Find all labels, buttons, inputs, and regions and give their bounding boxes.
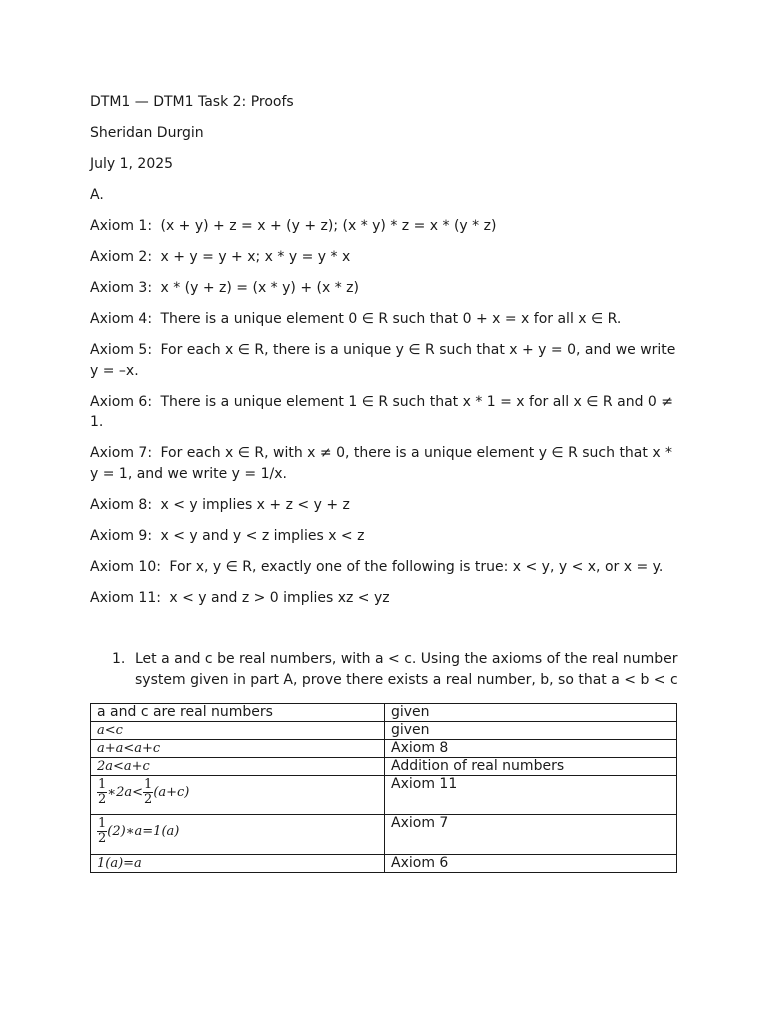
fraction-numerator: 1 xyxy=(98,816,107,831)
expression-part: (a+c) xyxy=(153,785,190,800)
table-row xyxy=(91,722,677,740)
axiom-2 xyxy=(90,247,680,268)
statement-cell xyxy=(91,815,385,855)
axiom-3 xyxy=(90,278,680,299)
fraction-denominator: 2 xyxy=(98,792,107,807)
statement-cell: 1(a)=a xyxy=(91,855,385,873)
axiom-text: x < y and z > 0 implies xz < yz xyxy=(169,589,390,606)
table-row xyxy=(91,776,677,815)
axiom-text: For x, y ∈ R, exactly one of the following is true: x < y, y < x, or x = y. xyxy=(169,558,664,575)
table-row xyxy=(91,740,677,758)
question-number: 1. xyxy=(112,651,126,667)
fraction-numerator: 1 xyxy=(144,777,153,792)
author-name: Sheridan Durgin xyxy=(90,125,204,141)
axiom-11 xyxy=(90,588,680,609)
axiom-1 xyxy=(90,216,680,237)
axiom-text: (x + y) + z = x + (y + z); (x * y) * z = x * (y * z) xyxy=(160,218,497,234)
axiom-label: Axiom 10: xyxy=(90,558,161,575)
fraction xyxy=(97,817,107,846)
axiom-label: Axiom 7: xyxy=(90,445,153,461)
axiom-label: Axiom 6: xyxy=(90,393,153,410)
axiom-label: Axiom 9: xyxy=(90,527,153,544)
proof-table xyxy=(90,703,677,873)
reason-cell: Addition of real numbers xyxy=(385,758,677,776)
doc-title: DTM1 — DTM1 Task 2: Proofs xyxy=(90,94,294,110)
statement-cell xyxy=(91,776,385,815)
axiom-text: x < y implies x + z < y + z xyxy=(160,496,350,513)
axiom-label: Axiom 8: xyxy=(90,496,153,513)
axiom-6 xyxy=(90,392,680,433)
fraction-denominator: 2 xyxy=(98,831,107,846)
question-item xyxy=(90,649,680,690)
axiom-7 xyxy=(90,443,680,484)
axiom-label: Axiom 3: xyxy=(90,280,153,296)
table-row xyxy=(91,815,677,855)
axiom-label: Axiom 11: xyxy=(90,589,161,606)
axiom-text: x < y and y < z implies x < z xyxy=(160,527,365,544)
expression-part: (2)∗a=1(a) xyxy=(107,824,180,839)
table-row xyxy=(91,704,677,722)
axiom-9 xyxy=(90,526,680,547)
table-row xyxy=(91,855,677,873)
fraction-denominator: 2 xyxy=(144,792,153,807)
fraction xyxy=(143,778,153,807)
axiom-label: Axiom 2: xyxy=(90,249,153,265)
axiom-8 xyxy=(90,495,680,516)
reason-cell: Axiom 8 xyxy=(385,740,677,758)
fraction-numerator: 1 xyxy=(98,777,107,792)
axiom-label: Axiom 5: xyxy=(90,342,153,358)
axiom-text: For each x ∈ R, there is a unique y ∈ R such that x + y = 0, and we write y = –x. xyxy=(90,342,676,379)
question-text: Let a and c be real numbers, with a < c. Using the axioms of the real number system given in part A, prove there exists a real number, b, so that a < b < c xyxy=(135,651,678,688)
reason-cell: Axiom 6 xyxy=(385,855,677,873)
reason-cell: Axiom 7 xyxy=(385,815,677,855)
statement-cell: a+a<a+c xyxy=(91,740,385,758)
axiom-text: There is a unique element 1 ∈ R such that x * 1 = x for all x ∈ R and 0 ≠ 1. xyxy=(90,393,673,430)
statement-cell: 2a<a+c xyxy=(91,758,385,776)
reason-cell: given xyxy=(385,704,677,722)
doc-date: July 1, 2025 xyxy=(90,156,174,172)
axiom-10 xyxy=(90,557,680,578)
axiom-label: Axiom 1: xyxy=(90,218,153,234)
axiom-4 xyxy=(90,309,680,330)
axiom-text: For each x ∈ R, with x ≠ 0, there is a unique element y ∈ R such that x * y = 1, and we write y = 1/x. xyxy=(90,445,673,482)
axiom-text: x * (y + z) = (x * y) + (x * z) xyxy=(160,280,359,296)
reason-cell: given xyxy=(385,722,677,740)
document-page xyxy=(90,92,680,873)
reason-cell: Axiom 11 xyxy=(385,776,677,815)
axiom-5 xyxy=(90,340,680,381)
statement-cell: a and c are real numbers xyxy=(91,704,385,722)
axiom-text: x + y = y + x; x * y = y * x xyxy=(160,249,351,265)
axiom-text: There is a unique element 0 ∈ R such that 0 + x = x for all x ∈ R. xyxy=(160,311,622,327)
statement-cell: a<c xyxy=(91,722,385,740)
table-row xyxy=(91,758,677,776)
section-label: A. xyxy=(90,187,104,203)
axiom-label: Axiom 4: xyxy=(90,311,153,327)
expression-part: ∗2a< xyxy=(107,785,144,800)
fraction xyxy=(97,778,107,807)
